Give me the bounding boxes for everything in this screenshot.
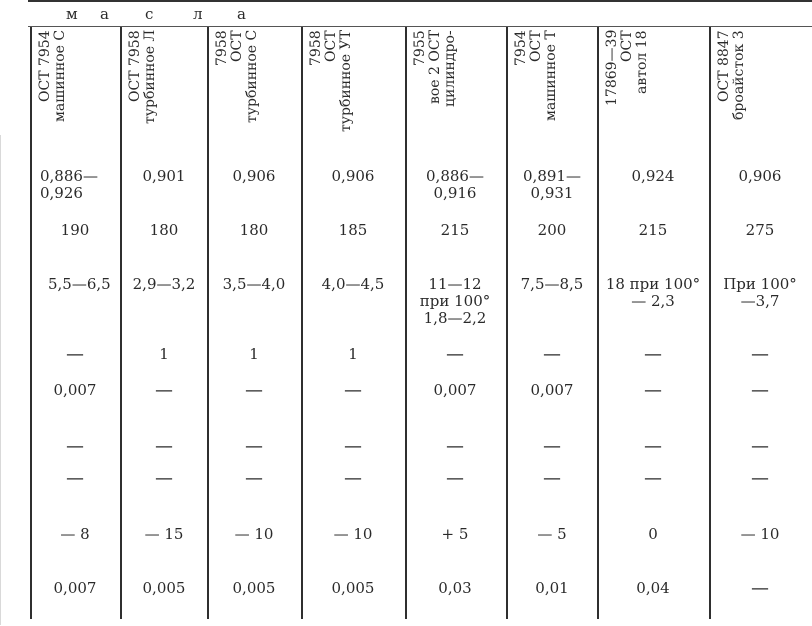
table-cell: 0,901 (142, 167, 186, 185)
table-cell: 0,01 (535, 579, 569, 597)
table-cell: — (644, 380, 662, 401)
column-header-line: автол 18 (634, 30, 650, 94)
table-cell: 1 (348, 345, 358, 363)
table-cell: 5,5—6,5 (48, 275, 111, 293)
table-cell: — 10 (234, 525, 274, 543)
table-cell: 0,886— 0,926 (40, 167, 98, 202)
column-header-line: 7955 (412, 30, 428, 66)
column-header-line: ОСТ (528, 30, 544, 62)
table-cell: 11—12 при 100° 1,8—2,2 (419, 275, 491, 327)
column-header-line: броайсток 3 (731, 30, 747, 120)
column-header-line: 7954 (513, 30, 529, 66)
table-cell: 0,007 (53, 579, 97, 597)
table-cell: 0,007 (433, 381, 477, 399)
table-cell: 0,007 (530, 381, 574, 399)
column-header-line: ОСТ 7958 (127, 30, 143, 102)
column-header-line: турбинное Л (142, 30, 158, 125)
table-cell: + 5 (441, 525, 469, 543)
table-cell: — (446, 344, 464, 365)
table-cell: 0,906 (331, 167, 375, 185)
table-cell: — (155, 468, 173, 489)
table-cell: — (245, 436, 263, 457)
column-header-line: цилиндро- (442, 30, 458, 107)
table-cell: 0,005 (331, 579, 375, 597)
table-cell: 0,924 (631, 167, 675, 185)
column-header-line: ОСТ 7954 (37, 30, 53, 102)
table-cell: 7,5—8,5 (520, 275, 584, 293)
table-cell: — (245, 468, 263, 489)
table-cell: — (155, 436, 173, 457)
column-header (413, 30, 500, 140)
table-cell: 0,891— 0,931 (523, 167, 581, 202)
table-cell: — (543, 344, 561, 365)
table-cell: 185 (338, 221, 368, 239)
table-cell: При 100° —3,7 (723, 275, 797, 310)
title-letter: а (100, 5, 109, 23)
column-header-line: машинное С (52, 30, 68, 123)
column-header-line: 7958 (308, 30, 324, 66)
table-cell: 0,007 (53, 381, 97, 399)
table-cell: — (344, 436, 362, 457)
table-cell: 180 (149, 221, 179, 239)
title-letter: с (145, 5, 154, 23)
table-cell: 215 (440, 221, 470, 239)
title-letter: л (193, 5, 203, 23)
table-cell: 180 (239, 221, 269, 239)
column-header (605, 30, 703, 140)
column-header (38, 30, 114, 140)
table-cell: — (751, 436, 769, 457)
table-cell: 4,0—4,5 (321, 275, 385, 293)
table-cell: — (344, 380, 362, 401)
table-cell: 0,005 (232, 579, 276, 597)
table-cell: 2,9—3,2 (132, 275, 196, 293)
top-rule (28, 0, 812, 2)
table-cell: — 10 (740, 525, 780, 543)
column-header-line: ОСТ 8847 (716, 30, 732, 102)
table-cell: — (66, 436, 84, 457)
column-header-line: турбинное С (244, 30, 260, 124)
table-cell: — (344, 468, 362, 489)
table-cell: — (245, 380, 263, 401)
left-margin-mark (0, 135, 1, 625)
table-cell: 3,5—4,0 (222, 275, 286, 293)
table-cell: — (543, 468, 561, 489)
table-cell: — (446, 468, 464, 489)
table-cell: 1 (159, 345, 169, 363)
table-cell: 0,005 (142, 579, 186, 597)
column-header (514, 30, 591, 140)
column-header (215, 30, 295, 140)
table-cell: 275 (745, 221, 775, 239)
table-cell: 200 (537, 221, 567, 239)
table-cell: 0,906 (738, 167, 782, 185)
table-cell: — 5 (537, 525, 567, 543)
table-cell: — 10 (333, 525, 373, 543)
table-cell: — (751, 344, 769, 365)
table-cell: 0,886— 0,916 (426, 167, 484, 202)
title-letter: м (66, 5, 78, 23)
column-header-line: 7958 (214, 30, 230, 66)
table-cell: 190 (60, 221, 90, 239)
title-letter: а (237, 5, 246, 23)
table-cell: 0,906 (232, 167, 276, 185)
table-cell: — (751, 468, 769, 489)
column-header-line: ОСТ (619, 30, 635, 62)
table-cell: — (543, 436, 561, 457)
column-header-line: ОСТ (323, 30, 339, 62)
table-cell: — (644, 468, 662, 489)
header-rule (28, 26, 812, 27)
table-cell: — 15 (144, 525, 184, 543)
table-cell: 0,03 (438, 579, 472, 597)
table-cell: 215 (638, 221, 668, 239)
column-header-line: 17869—39 (604, 30, 620, 107)
table-cell: — (751, 578, 769, 599)
table-cell: 0 (648, 525, 658, 543)
table-cell: — (66, 468, 84, 489)
column-header (309, 30, 399, 140)
table-cell: — (644, 344, 662, 365)
table-cell: — (644, 436, 662, 457)
column-header (128, 30, 201, 140)
column-header-line: машинное Т (543, 30, 559, 121)
table-cell: 0,04 (636, 579, 670, 597)
table-cell: — 8 (60, 525, 90, 543)
column-header-line: ОСТ (229, 30, 245, 62)
table-cell: — (66, 344, 84, 365)
table-cell: — (751, 380, 769, 401)
column-header-line: турбинное УТ (338, 30, 354, 132)
table-cell: 1 (249, 345, 259, 363)
column-header-line: вое 2 ОСТ (427, 30, 443, 104)
table-cell: — (155, 380, 173, 401)
table-cell: — (446, 436, 464, 457)
table-cell: 18 при 100° — 2,3 (605, 275, 701, 310)
column-header (717, 30, 806, 140)
